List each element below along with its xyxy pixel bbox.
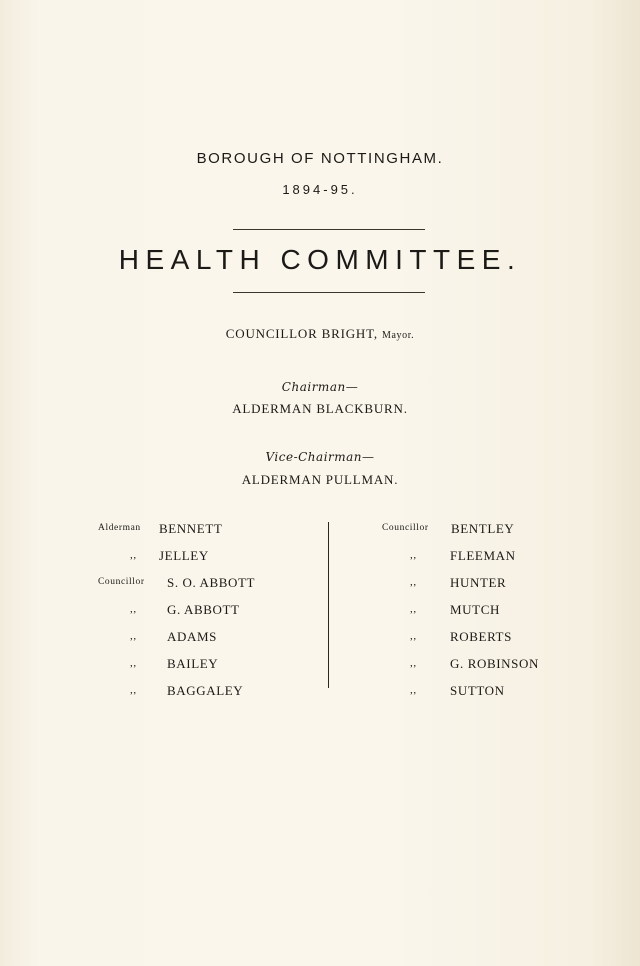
column-divider (328, 522, 329, 688)
ditto-mark: ,, (130, 603, 137, 615)
ditto-mark: ,, (410, 630, 417, 642)
member-name: SUTTON (450, 683, 505, 698)
vice-chairman-label: Vice-Chairman— (265, 450, 375, 464)
bottom-rule (233, 292, 425, 293)
member-name: S. O. ABBOTT (167, 575, 256, 590)
member-name: ADAMS (167, 629, 217, 644)
member-name: JELLEY (159, 548, 209, 563)
member-name: ROBERTS (450, 629, 512, 644)
chairman-name: ALDERMAN BLACKBURN. (232, 401, 408, 416)
member-name: G. ROBINSON (450, 656, 539, 671)
member-title: Alderman (98, 523, 141, 533)
ditto-mark: ,, (410, 576, 417, 588)
member-name: BENTLEY (451, 521, 515, 536)
ditto-mark: ,, (410, 684, 417, 696)
member-name: HUNTER (450, 575, 507, 590)
mayor-role: Mayor. (381, 330, 415, 341)
member-name: MUTCH (450, 602, 500, 617)
mayor-name: COUNCILLOR BRIGHT, (225, 326, 378, 341)
member-name: G. ABBOTT (167, 602, 240, 617)
year-range: 1894-95. (282, 182, 358, 197)
ditto-mark: ,, (130, 549, 137, 561)
member-name: BENNETT (159, 521, 223, 536)
member-title: Councillor (98, 577, 145, 587)
ditto-mark: ,, (410, 657, 417, 669)
member-name: FLEEMAN (450, 548, 516, 563)
ditto-mark: ,, (130, 657, 137, 669)
member-name: BAILEY (167, 656, 219, 671)
ditto-mark: ,, (410, 549, 417, 561)
committee-title: HEALTH COMMITTEE. (118, 244, 522, 275)
chairman-label: Chairman— (281, 380, 359, 394)
vice-chairman-name: ALDERMAN PULLMAN. (241, 472, 399, 487)
borough-heading: BOROUGH OF NOTTINGHAM. (196, 150, 444, 167)
ditto-mark: ,, (130, 630, 137, 642)
ditto-mark: ,, (130, 684, 137, 696)
mayor-line (0, 326, 640, 342)
member-title: Councillor (382, 523, 429, 533)
member-name: BAGGALEY (167, 683, 244, 698)
ditto-mark: ,, (410, 603, 417, 615)
top-rule (233, 229, 425, 230)
